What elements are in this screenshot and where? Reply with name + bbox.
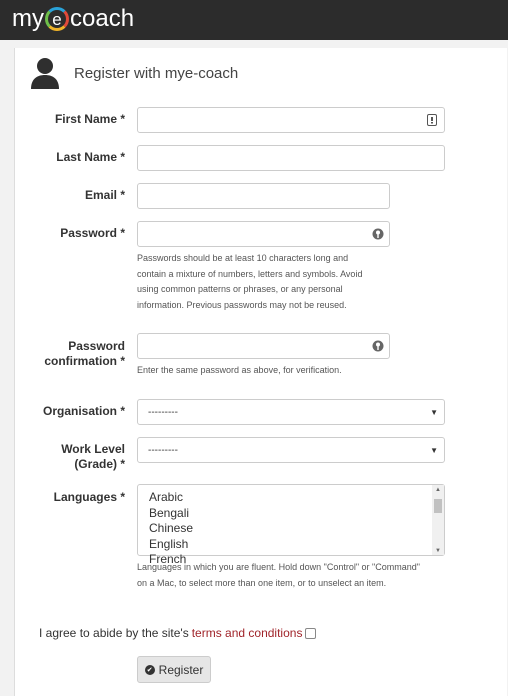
register-panel: [14, 48, 507, 696]
language-option[interactable]: Chinese: [149, 521, 194, 535]
scrollbar-thumb[interactable]: [434, 499, 442, 513]
password-confirmation-input[interactable]: [137, 333, 390, 359]
languages-options: [138, 490, 193, 568]
password-confirmation-label: [15, 339, 125, 369]
page-header: [30, 56, 238, 90]
terms-agreement: [39, 626, 316, 640]
mye-coach-logo[interactable]: [12, 5, 134, 33]
languages-label: Languages *: [53, 490, 125, 504]
password-help-text: [137, 251, 362, 313]
organisation-select[interactable]: [137, 399, 445, 425]
work-level-label-line1: Work Level: [61, 442, 125, 456]
password-help-line: contain a mixture of numbers, letters and symbols. Avoid: [137, 268, 363, 279]
chevron-down-icon: ▼: [430, 408, 438, 417]
logo-suffix: coach: [70, 5, 135, 32]
language-option[interactable]: English: [149, 536, 189, 551]
password-key-icon[interactable]: [371, 339, 385, 353]
top-navbar: [0, 0, 508, 40]
work-level-label: [15, 442, 125, 472]
last-name-input[interactable]: [137, 145, 445, 171]
language-option[interactable]: French: [149, 552, 187, 566]
agree-text: I agree to abide by the site's: [39, 626, 189, 640]
scroll-down-icon[interactable]: ▼: [435, 548, 441, 554]
password-label: Password *: [60, 226, 125, 240]
organisation-selected-value: ---------: [148, 406, 178, 418]
languages-help-line: on a Mac, to select more than one item, or to unselect an item.: [137, 577, 387, 588]
language-option[interactable]: Arabic: [149, 490, 184, 504]
languages-multiselect[interactable]: [137, 484, 445, 566]
page-title: Register with mye-coach: [74, 64, 239, 82]
password-confirmation-label-line2: confirmation *: [44, 354, 125, 368]
first-name-input[interactable]: [137, 107, 445, 133]
terms-and-conditions-link[interactable]: terms and conditions: [191, 626, 303, 640]
organisation-label: Organisation *: [42, 404, 125, 418]
languages-help-line: Languages in which you are fluent. Hold down "Control" or "Command": [137, 562, 420, 572]
language-option[interactable]: Bengali: [149, 505, 190, 520]
logo-prefix: my: [12, 5, 44, 32]
languages-scrollbar[interactable]: [432, 485, 444, 555]
languages-help-text: [137, 560, 420, 591]
password-confirmation-label-line1: Password: [68, 339, 125, 353]
register-button-label: Register: [158, 662, 204, 677]
user-silhouette-icon: [30, 56, 60, 90]
check-circle-icon: ✔: [145, 665, 155, 675]
autofill-contact-icon[interactable]: [425, 113, 439, 127]
password-help-line: information. Previous passwords may not be reused.: [137, 299, 347, 310]
scroll-up-icon[interactable]: ▲: [435, 487, 441, 493]
work-level-selected-value: ---------: [148, 444, 178, 456]
password-help-line: Passwords should be at least 10 characters long and: [137, 253, 349, 263]
chevron-down-icon: ▼: [430, 446, 438, 455]
first-name-label: First Name *: [54, 112, 125, 126]
work-level-label-line2: (Grade) *: [74, 457, 125, 471]
password-input[interactable]: [137, 221, 390, 247]
work-level-select[interactable]: [137, 437, 445, 463]
agree-checkbox[interactable]: [305, 628, 316, 639]
password-help-line: using common patterns or phrases, or any personal: [137, 284, 343, 294]
last-name-label: Last Name *: [56, 150, 125, 164]
email-label: Email *: [84, 188, 125, 202]
logo-e-circle-icon: [45, 7, 69, 31]
password-key-icon[interactable]: [371, 227, 385, 241]
password-confirmation-help-text: Enter the same password as above, for verification.: [137, 365, 342, 375]
register-button[interactable]: [137, 656, 211, 683]
logo-e: e: [52, 9, 62, 29]
email-input[interactable]: [137, 183, 390, 209]
